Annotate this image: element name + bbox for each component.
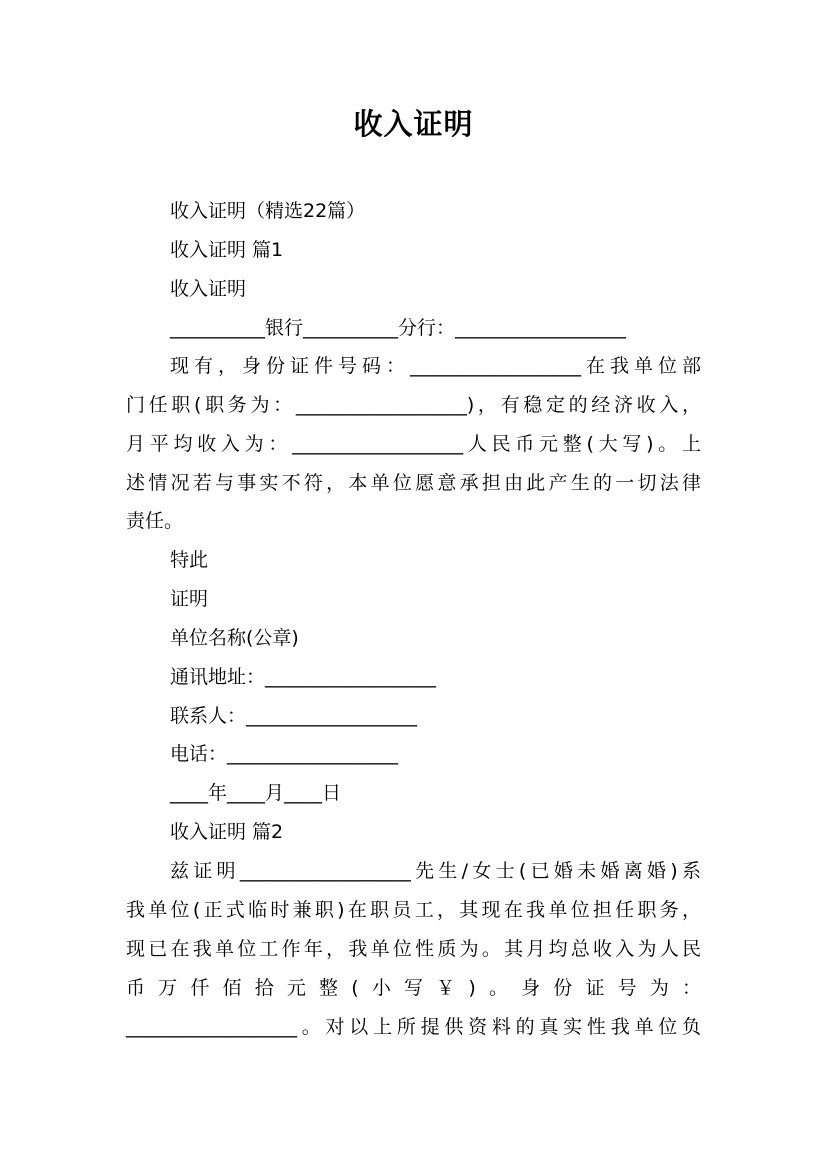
paragraph-line: 现有，身份证件号码：__________________在我单位部 (170, 355, 701, 377)
page-title: 收入证明 (353, 107, 474, 141)
paragraph-line: 兹证明__________________先生/女士(已婚未婚离婚)系 (170, 860, 701, 882)
address-line: 通讯地址：__________________ (170, 666, 437, 688)
section-heading-2: 收入证明 篇2 (170, 821, 284, 843)
bank-branch-line: __________银行__________分行：__________________ (170, 317, 627, 339)
doc-subtitle: 收入证明（精选22篇） (170, 200, 366, 222)
section-heading-1: 收入证明 篇1 (170, 239, 284, 261)
paragraph-line: 现已在我单位工作年，我单位性质为。其月均总收入为人民 (126, 938, 701, 960)
paragraph-line: 述情况若与事实不符，本单位愿意承担由此产生的一切法律 (126, 472, 701, 494)
paragraph-line: __________________。对以上所提供资料的真实性我单位负 (126, 1016, 701, 1038)
paragraph-line: 我单位(正式临时兼职)在职员工，其现在我单位担任职务， (126, 899, 701, 921)
paragraph-line: 证明 (170, 588, 209, 610)
contact-line: 联系人：__________________ (170, 705, 418, 727)
paragraph-line: 特此 (170, 549, 209, 571)
paragraph-line: 收入证明 (170, 278, 247, 300)
unit-name-line: 单位名称(公章) (170, 627, 299, 649)
paragraph-line: 月平均收入为：__________________人民币元整(大写)。上 (126, 433, 701, 455)
paragraph-line: 责任。 (126, 510, 184, 532)
paragraph-line: 门任职(职务为：__________________)，有稳定的经济收入， (126, 394, 701, 416)
paragraph-line: 币万仟佰拾元整(小写￥)。身份证号为： (126, 977, 701, 999)
phone-line: 电话：__________________ (170, 743, 399, 765)
date-line: ____年____月____日 (170, 782, 342, 804)
